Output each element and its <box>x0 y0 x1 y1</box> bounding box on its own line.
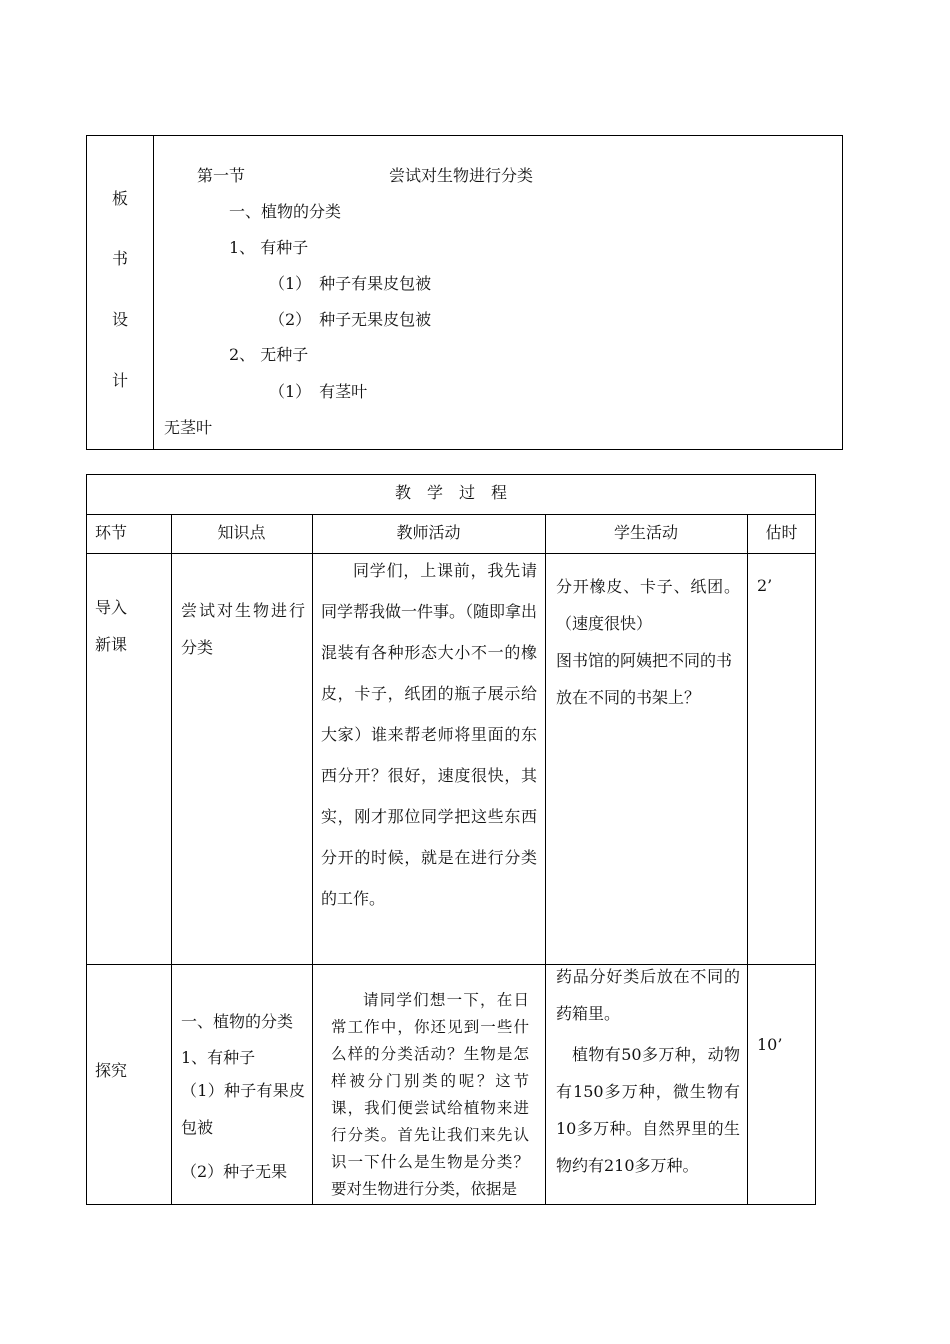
board-title: 尝试对生物进行分类 <box>389 166 534 185</box>
col-rule-3 <box>545 514 546 1205</box>
board-line-2: 1、 有种子 <box>229 238 309 257</box>
board-line-1: 一、植物的分类 <box>229 202 342 221</box>
row1-teacher-activity: 同学们，上课前，我先请同学帮我做一件事。（随即拿出混装有各种形态大小不一的橡皮，卡子，纸团的瓶子展示给大家）谁来帮老师将里面的东西分开？很好，速度很快，其实，刚才那位同学把这些东西分开的时候，就是在进行分类的工作。 <box>321 561 538 908</box>
board-label-char-4: 计 <box>112 371 129 390</box>
board-section: 第一节 <box>197 166 246 185</box>
row1-time: 2’ <box>757 576 773 595</box>
row1-stage: 导入新课 <box>95 598 128 654</box>
board-line-7: 无茎叶 <box>164 418 213 437</box>
process-title: 教 学 过 程 <box>394 483 507 502</box>
board-line-5: 2、 无种子 <box>229 345 309 364</box>
board-line-3: （1） 种子有果皮包被 <box>269 274 432 293</box>
board-label-char-3: 设 <box>112 310 129 329</box>
row2-student-activity-1: 药品分好类后放在不同的药箱里。 <box>556 967 740 1023</box>
row1-knowledge: 尝试对生物进行分类 <box>181 601 305 657</box>
row2-knowledge-2: 1、有种子 <box>181 1048 256 1067</box>
board-label-char-1: 板 <box>112 189 129 208</box>
process-title-rule <box>86 514 816 515</box>
row2-teacher-activity: 请同学们想一下，在日常工作中，你还见到一些什么样的分类活动？生物是怎样被分门别类的呢？这节课，我们便尝试给植物来进行分类。首先让我们来先认识一下什么是生物是分类？要对生物进行分类，依据是 <box>331 991 529 1198</box>
header-teacher: 教师活动 <box>396 523 461 542</box>
row2-stage: 探究 <box>95 1061 128 1080</box>
board-divider <box>153 135 154 450</box>
col-rule-4 <box>747 514 748 1205</box>
row2-student-activity-2: 植物有50多万种，动物有150多万种，微生物有10多万种。自然界里的生物约有210多万种。 <box>556 1045 740 1175</box>
header-knowledge: 知识点 <box>217 523 266 542</box>
header-student: 学生活动 <box>613 523 678 542</box>
row2-knowledge-1: 一、植物的分类 <box>181 1012 294 1031</box>
header-stage: 环节 <box>95 523 128 542</box>
board-label-char-2: 书 <box>112 249 129 268</box>
row2-time: 10’ <box>757 1035 783 1054</box>
row2-knowledge-4: （2）种子无果 <box>181 1162 288 1181</box>
row1-student-activity-1: 分开橡皮、卡子、纸团。（速度很快） <box>556 577 740 633</box>
col-rule-2 <box>312 514 313 1205</box>
board-line-6: （1） 有茎叶 <box>269 382 368 401</box>
col-rule-1 <box>171 514 172 1205</box>
row1-student-activity-2: 图书馆的阿姨把不同的书放在不同的书架上？ <box>556 651 733 707</box>
row2-knowledge-3: （1）种子有果皮包被 <box>181 1081 305 1137</box>
header-time: 估时 <box>765 523 798 542</box>
board-line-4: （2） 种子无果皮包被 <box>269 310 432 329</box>
